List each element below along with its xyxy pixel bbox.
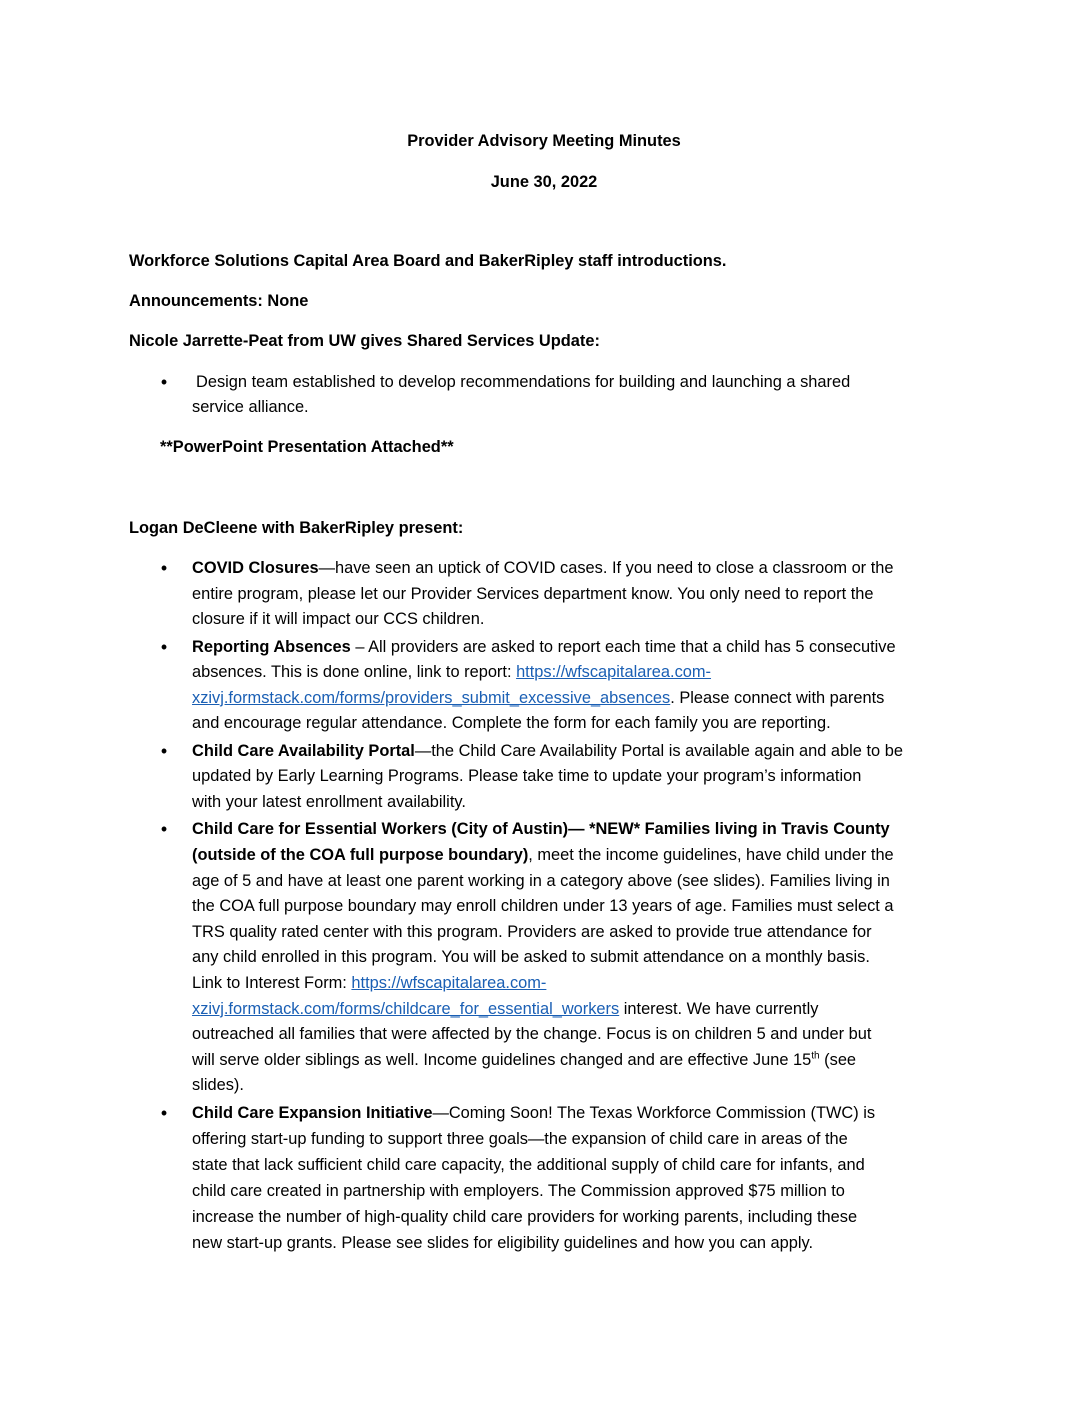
ppt-note: **PowerPoint Presentation Attached** xyxy=(160,438,454,456)
announcements-heading: Announcements: None xyxy=(129,292,309,310)
expansion-bullet-line6: new start-up grants. Please see slides for eligibility guidelines and how you can apply. xyxy=(192,1234,814,1252)
portal-bullet-line1 xyxy=(192,741,903,761)
shared-bullet-line2: service alliance. xyxy=(192,398,309,416)
bullet-icon: • xyxy=(160,741,168,761)
expansion-bullet-line3: state that lack sufficient child care capacity, the additional supply of child care for infants, and xyxy=(192,1156,865,1174)
portal-bullet-line3: with your latest enrollment availability. xyxy=(192,793,466,811)
absences-report-link[interactable]: https://wfscapitalarea.com- xyxy=(516,663,712,681)
essential-line2-text: , meet the income guidelines, have child under the xyxy=(528,846,894,864)
essential-bullet-line9: outreached all families that were affected by the change. Focus is on children 5 and under but xyxy=(192,1025,872,1043)
bullet-icon: • xyxy=(160,819,168,839)
essential-bullet-line6: any child enrolled in this program. You will be asked to submit attendance on a monthly basis. xyxy=(192,948,870,966)
page-title: Provider Advisory Meeting Minutes xyxy=(407,132,681,150)
absences-bullet-title: Reporting Absences xyxy=(192,638,351,656)
bullet-icon: • xyxy=(160,1103,168,1123)
essential-bullet-title: Child Care for Essential Workers (City of Austin)— *NEW* Families living in Travis County xyxy=(192,820,890,838)
absences-bullet-line3 xyxy=(192,688,884,708)
essential-line7-text: Link to Interest Form: xyxy=(192,974,352,992)
expansion-bullet-line4: child care created in partnership with employers. The Commission approved $75 million to xyxy=(192,1182,845,1200)
essential-bullet-line2 xyxy=(192,845,894,865)
meeting-date: June 30, 2022 xyxy=(490,173,598,191)
expansion-bullet-title: Child Care Expansion Initiative xyxy=(192,1104,433,1122)
essential-bullet-line11: slides). xyxy=(192,1076,244,1094)
essential-bullet-line3: age of 5 and have at least one parent working in a category above (see slides). Families living in xyxy=(192,872,890,890)
essential-bullet-line4: the COA full purpose boundary may enroll children under 13 years of age. Families must select a xyxy=(192,897,894,915)
essential-interest-link[interactable]: https://wfscapitalarea.com- xyxy=(351,974,547,992)
expansion-bullet-text: —Coming Soon! The Texas Workforce Commission (TWC) is xyxy=(432,1104,876,1122)
essential-bullet-line8 xyxy=(192,999,818,1019)
absences-report-link-cont[interactable]: xzivj.formstack.com/forms/providers_submit_excessive_absences xyxy=(192,689,671,707)
portal-bullet-line2: updated by Early Learning Programs. Please take time to update your program’s information xyxy=(192,767,862,785)
absences-bullet-line4: and encourage regular attendance. Complete the form for each family you are reporting. xyxy=(192,714,831,732)
expansion-bullet-line2: offering start-up funding to support three goals—the expansion of child care in areas of the xyxy=(192,1130,848,1148)
shared-services-heading: Nicole Jarrette-Peat from UW gives Shared Services Update: xyxy=(129,332,600,350)
essential-line10-text: will serve older siblings as well. Income guidelines changed and are effective June 15 xyxy=(192,1051,812,1069)
absences-bullet-line2 xyxy=(192,662,711,682)
covid-bullet-title: COVID Closures xyxy=(192,559,319,577)
essential-line8-text: interest. We have currently xyxy=(619,1000,819,1018)
bullet-icon: • xyxy=(160,637,168,657)
covid-bullet-line2: entire program, please let our Provider Services department know. You only need to report the xyxy=(192,585,874,603)
bullet-icon: • xyxy=(160,558,168,578)
absences-line2-text: absences. This is done online, link to report: xyxy=(192,663,517,681)
essential-bold-phrase: (outside of the COA full purpose boundary) xyxy=(192,846,529,864)
logan-heading: Logan DeCleene with BakerRipley present: xyxy=(129,519,464,537)
essential-bullet-line7 xyxy=(192,973,546,993)
absences-line3-text: . Please connect with parents xyxy=(670,689,885,707)
essential-line10-end: (see xyxy=(819,1051,857,1069)
bullet-icon: • xyxy=(160,372,168,392)
portal-bullet-title: Child Care Availability Portal xyxy=(192,742,415,760)
expansion-bullet-line1 xyxy=(192,1103,875,1123)
covid-bullet-text: —have seen an uptick of COVID cases. If you need to close a classroom or the xyxy=(318,559,894,577)
absences-bullet-text: – All providers are asked to report each time that a child has 5 consecutive xyxy=(350,638,896,656)
essential-bullet-line5: TRS quality rated center with this program. Providers are asked to provide true attendance for xyxy=(192,923,872,941)
ordinal-suffix: th xyxy=(811,1050,820,1062)
shared-bullet-line1: Design team established to develop recommendations for building and launching a shared xyxy=(196,373,851,391)
essential-bullet-line10 xyxy=(192,1050,856,1070)
essential-interest-link-cont[interactable]: xzivj.formstack.com/forms/childcare_for_essential_workers xyxy=(192,1000,620,1018)
covid-bullet-line1 xyxy=(192,558,893,578)
absences-bullet-line1 xyxy=(192,637,896,657)
covid-bullet-line3: closure if it will impact our CCS children. xyxy=(192,610,485,628)
intro-heading: Workforce Solutions Capital Area Board and BakerRipley staff introductions. xyxy=(129,252,727,270)
expansion-bullet-line5: increase the number of high-quality child care providers for working parents, including these xyxy=(192,1208,858,1226)
portal-bullet-text: —the Child Care Availability Portal is available again and able to be xyxy=(414,742,903,760)
